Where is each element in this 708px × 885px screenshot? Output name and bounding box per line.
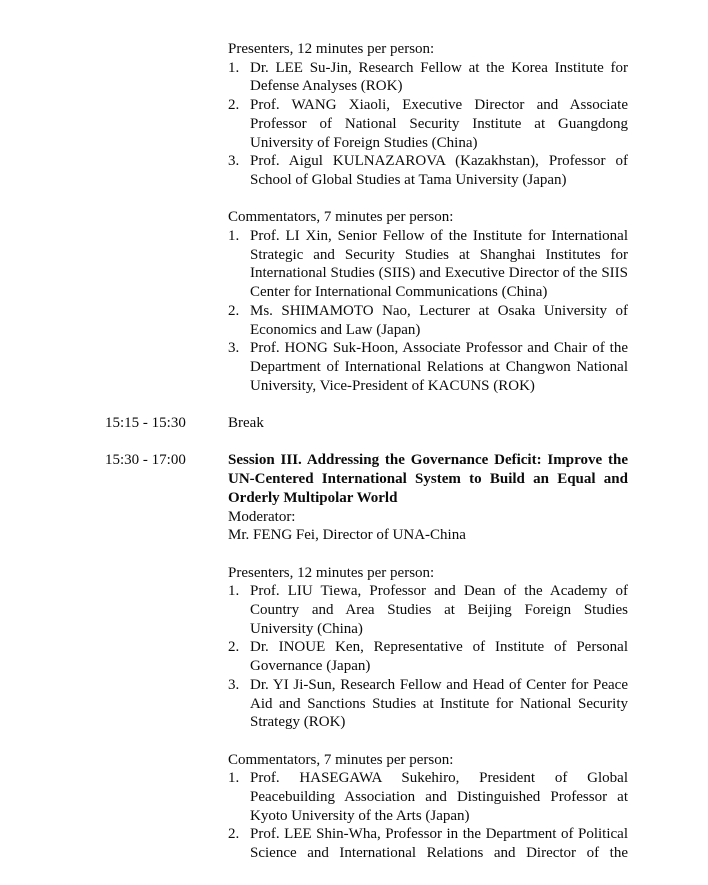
item-text: Prof. HASEGAWA Sukehiro, President of Global Peacebuilding Association and Distinguished Professor at Kyoto University of the Arts (Japan) <box>250 770 628 824</box>
item-text-continued: Prof. LEE Shin-Wha, Professor in the Department of Political Science and International Relations and Director of the <box>250 826 628 862</box>
item-text: Prof. LIU Tiewa, Professor and Dean of the Academy of Country and Area Studies at Beijing Foreign Studies University (China) <box>250 583 628 637</box>
item-text: Prof. HONG Suk-Hoon, Associate Professor and Chair of the Department of International Relations at Changwon National University, Vice-President of KACUNS (ROK) <box>250 340 628 394</box>
presenter-item <box>228 96 628 152</box>
presenter-item <box>228 582 628 638</box>
commentators-heading: Commentators, 7 minutes per person: <box>228 209 454 226</box>
session2-continuation-row <box>0 40 708 395</box>
item-number: 3. <box>228 676 240 693</box>
item-number: 1. <box>228 770 240 787</box>
item-number: 1. <box>228 59 240 76</box>
break-time: 15:15 - 15:30 <box>105 415 186 432</box>
session2-commentators-block <box>228 208 628 395</box>
commentator-item <box>228 769 628 825</box>
session3-content <box>228 451 628 862</box>
item-number: 1. <box>228 583 240 600</box>
item-text: Prof. Aigul KULNAZAROVA (Kazakhstan), Professor of School of Global Studies at Tama University (Japan) <box>250 153 628 188</box>
session2-content <box>228 40 628 395</box>
item-text: Prof. WANG Xiaoli, Executive Director and Associate Professor of National Security Institute at Guangdong University of Foreign Studies (China) <box>250 97 628 151</box>
commentator-item <box>228 339 628 395</box>
moderator-name: Mr. FENG Fei, Director of UNA-China <box>228 527 466 544</box>
session3-commentators-block <box>228 751 628 863</box>
presenter-item <box>228 638 628 675</box>
presenter-item <box>228 676 628 732</box>
item-text: Dr. INOUE Ken, Representative of Institute of Personal Governance (Japan) <box>250 639 628 675</box>
item-number: 3. <box>228 153 240 170</box>
item-number: 2. <box>228 97 240 114</box>
item-text: Ms. SHIMAMOTO Nao, Lecturer at Osaka University of Economics and Law (Japan) <box>250 302 628 338</box>
item-text: Dr. LEE Su-Jin, Research Fellow at the Korea Institute for Defense Analyses (ROK) <box>250 59 628 95</box>
session3-title: Session III. Addressing the Governance Deficit: Improve the UN-Centered International System to Build an Equal and Orderly Multipolar World <box>228 452 628 506</box>
item-number: 3. <box>228 340 240 357</box>
presenter-item <box>228 59 628 96</box>
item-number: 1. <box>228 228 240 245</box>
session3-time: 15:30 - 17:00 <box>105 452 186 469</box>
break-title: Break <box>228 415 264 432</box>
commentators-heading: Commentators, 7 minutes per person: <box>228 751 454 768</box>
item-text: Dr. YI Ji-Sun, Research Fellow and Head of Center for Peace Aid and Sanctions Studies at Institute for National Security Strategy (ROK) <box>250 676 628 731</box>
break-row <box>0 414 708 433</box>
commentator-item <box>228 825 628 862</box>
item-number: 2. <box>228 826 240 843</box>
presenters-heading: Presenters, 12 minutes per person: <box>228 41 435 57</box>
commentator-item <box>228 302 628 339</box>
session2-presenters-block <box>228 40 628 190</box>
presenters-heading: Presenters, 12 minutes per person: <box>228 564 435 581</box>
session3-row <box>0 451 708 862</box>
item-number: 2. <box>228 639 240 656</box>
commentator-item <box>228 227 628 302</box>
presenter-item <box>228 152 628 189</box>
session3-presenters-block <box>228 564 628 732</box>
item-text: Prof. LI Xin, Senior Fellow of the Institute for International Strategic and Security Studies at Shanghai Institutes for International Studies (SIIS) and Executive Director of the SIIS Center for International Communications (China) <box>250 228 628 301</box>
moderator-label: Moderator: <box>228 508 296 525</box>
item-number: 2. <box>228 302 240 319</box>
